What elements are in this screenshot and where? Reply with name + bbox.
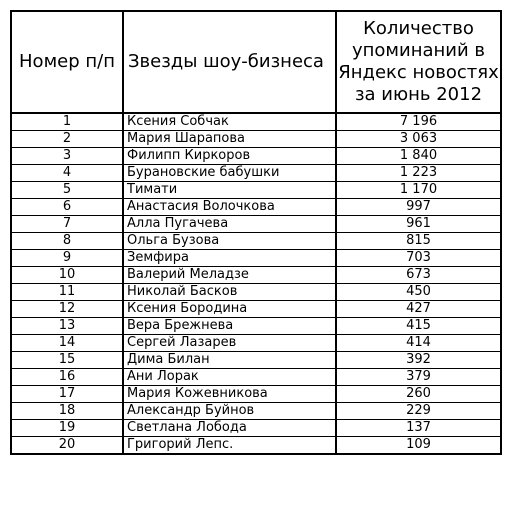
- row-mention-count: 260: [336, 386, 501, 403]
- table-row: [11, 250, 501, 267]
- row-number: 12: [11, 301, 123, 318]
- row-number: 15: [11, 352, 123, 369]
- table-row: [11, 352, 501, 369]
- row-star-name: Ольга Бузова: [123, 233, 336, 250]
- row-number: 14: [11, 335, 123, 352]
- table-row: [11, 148, 501, 165]
- row-number: 19: [11, 420, 123, 437]
- ranking-table: [10, 10, 502, 455]
- header-count-line: Количество: [363, 18, 474, 39]
- row-mention-count: 997: [336, 199, 501, 216]
- row-star-name: Алла Пугачева: [123, 216, 336, 233]
- row-star-name: Светлана Лобода: [123, 420, 336, 437]
- table-row: [11, 369, 501, 386]
- row-number: 18: [11, 403, 123, 420]
- row-number: 8: [11, 233, 123, 250]
- header-count-line: за июнь 2012: [354, 84, 483, 105]
- row-number: 3: [11, 148, 123, 165]
- table-row: [11, 131, 501, 148]
- row-number: 2: [11, 131, 123, 148]
- row-mention-count: 703: [336, 250, 501, 267]
- header-row: [11, 11, 501, 113]
- table-row: [11, 386, 501, 403]
- table-row: [11, 182, 501, 199]
- row-number: 7: [11, 216, 123, 233]
- row-mention-count: 7 196: [336, 113, 501, 131]
- row-star-name: Валерий Меладзе: [123, 267, 336, 284]
- row-number: 11: [11, 284, 123, 301]
- row-star-name: Александр Буйнов: [123, 403, 336, 420]
- table-row: [11, 301, 501, 318]
- row-star-name: Дима Билан: [123, 352, 336, 369]
- row-star-name: Анастасия Волочкова: [123, 199, 336, 216]
- row-star-name: Ксения Бородина: [123, 301, 336, 318]
- row-mention-count: 379: [336, 369, 501, 386]
- row-number: 5: [11, 182, 123, 199]
- row-number: 10: [11, 267, 123, 284]
- row-number: 17: [11, 386, 123, 403]
- table-body: [11, 113, 501, 454]
- row-number: 9: [11, 250, 123, 267]
- row-mention-count: 1 840: [336, 148, 501, 165]
- row-star-name: Николай Басков: [123, 284, 336, 301]
- row-number: 16: [11, 369, 123, 386]
- row-star-name: Сергей Лазарев: [123, 335, 336, 352]
- table-row: [11, 335, 501, 352]
- table-row: [11, 284, 501, 301]
- table-row: [11, 318, 501, 335]
- table-row: [11, 233, 501, 250]
- row-number: 6: [11, 199, 123, 216]
- header-count-line: Яндекс новостях: [338, 62, 499, 83]
- row-number: 4: [11, 165, 123, 182]
- row-star-name: Мария Шарапова: [123, 131, 336, 148]
- row-number: 20: [11, 437, 123, 455]
- row-mention-count: 109: [336, 437, 501, 455]
- row-star-name: Филипп Киркоров: [123, 148, 336, 165]
- row-star-name: Ани Лорак: [123, 369, 336, 386]
- row-star-name: Вера Брежнева: [123, 318, 336, 335]
- row-mention-count: 392: [336, 352, 501, 369]
- table-row: [11, 199, 501, 216]
- table-row: [11, 420, 501, 437]
- row-mention-count: 137: [336, 420, 501, 437]
- row-star-name: Мария Кожевникова: [123, 386, 336, 403]
- table-row: [11, 403, 501, 420]
- table-row: [11, 113, 501, 131]
- row-mention-count: 815: [336, 233, 501, 250]
- table-row: [11, 437, 501, 455]
- row-number: 1: [11, 113, 123, 131]
- table-row: [11, 216, 501, 233]
- row-star-name: Бурановские бабушки: [123, 165, 336, 182]
- header-count-line: упоминаний в: [351, 40, 485, 61]
- header-number: Номер п/п: [11, 11, 123, 113]
- table-row: [11, 267, 501, 284]
- row-mention-count: 450: [336, 284, 501, 301]
- row-mention-count: 229: [336, 403, 501, 420]
- header-count: [336, 11, 501, 113]
- row-star-name: Григорий Лепс.: [123, 437, 336, 455]
- row-star-name: Тимати: [123, 182, 336, 199]
- row-star-name: Ксения Собчак: [123, 113, 336, 131]
- header-star: Звезды шоу-бизнеса: [123, 11, 336, 113]
- row-mention-count: 414: [336, 335, 501, 352]
- row-mention-count: 1 223: [336, 165, 501, 182]
- row-mention-count: 427: [336, 301, 501, 318]
- row-mention-count: 673: [336, 267, 501, 284]
- row-mention-count: 961: [336, 216, 501, 233]
- row-mention-count: 415: [336, 318, 501, 335]
- row-mention-count: 1 170: [336, 182, 501, 199]
- row-mention-count: 3 063: [336, 131, 501, 148]
- row-number: 13: [11, 318, 123, 335]
- row-star-name: Земфира: [123, 250, 336, 267]
- table-row: [11, 165, 501, 182]
